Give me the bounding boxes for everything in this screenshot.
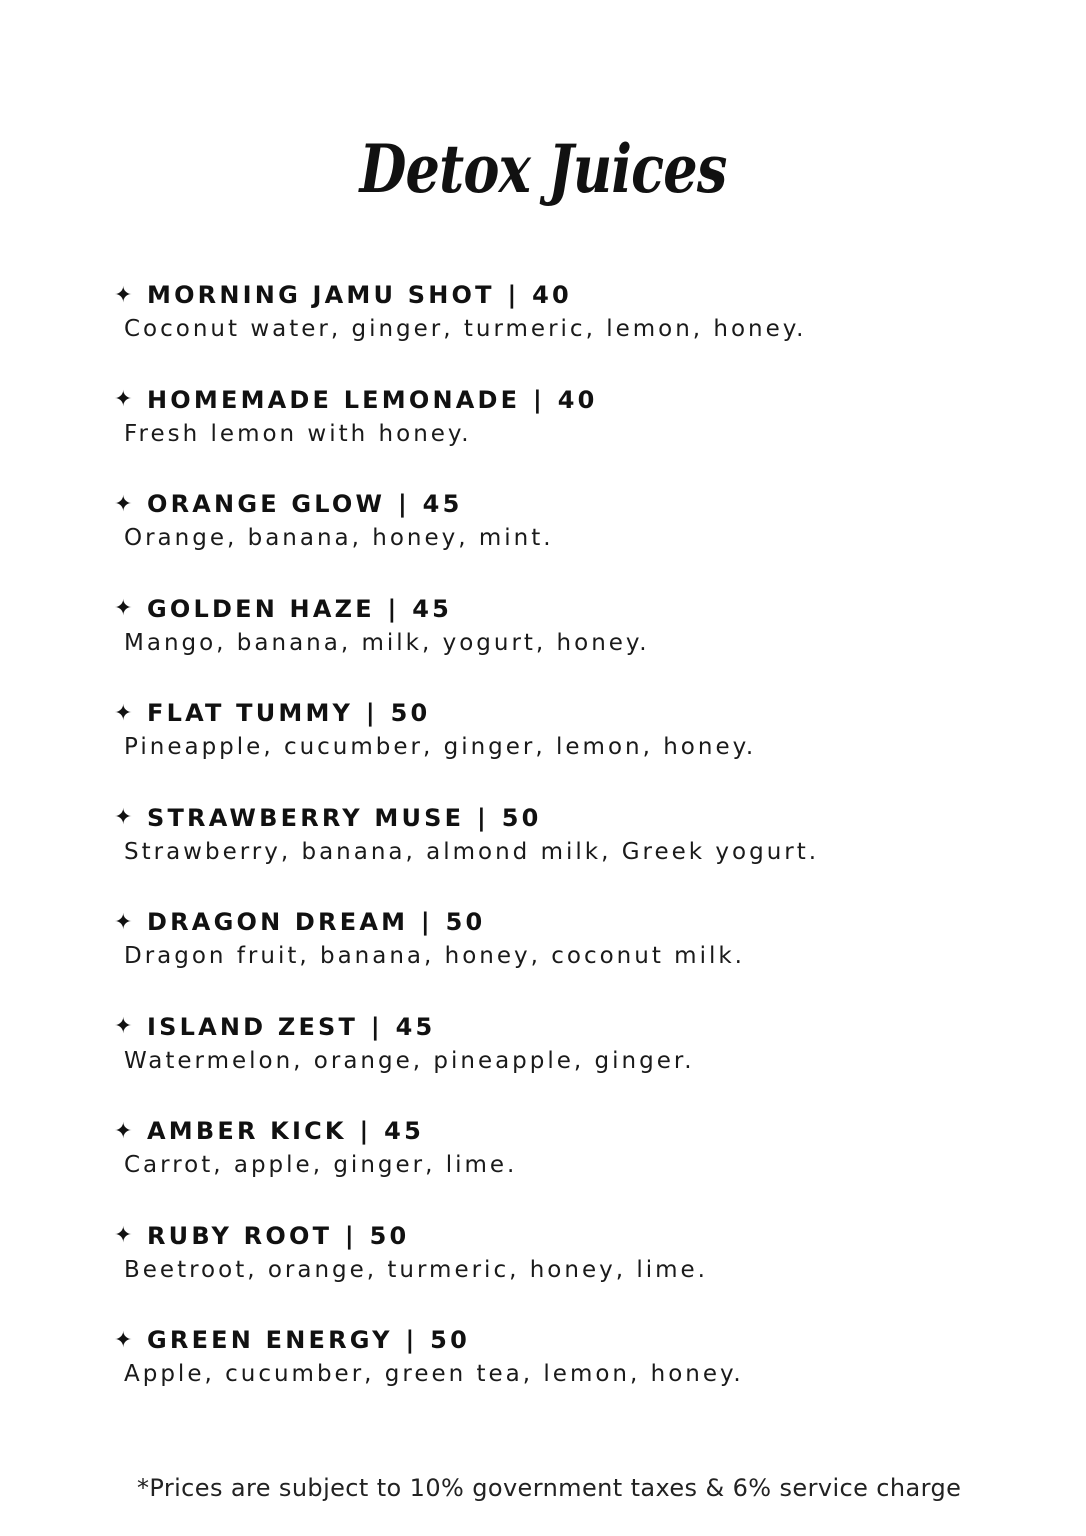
menu-item-header bbox=[114, 593, 994, 625]
menu-item bbox=[114, 1220, 994, 1325]
menu-item bbox=[114, 1324, 994, 1429]
menu-item bbox=[114, 1115, 994, 1220]
item-description: Strawberry, banana, almond milk, Greek yogurt. bbox=[124, 838, 820, 865]
sparkle-star-icon: ✦ bbox=[114, 700, 133, 726]
menu-item bbox=[114, 488, 994, 593]
item-price: 45 bbox=[395, 1012, 436, 1041]
menu-item-header bbox=[114, 906, 994, 938]
item-price: 50 bbox=[430, 1326, 470, 1354]
item-price: 45 bbox=[422, 490, 463, 518]
menu-item bbox=[114, 593, 994, 698]
price-separator: | bbox=[386, 490, 422, 518]
sparkle-star-icon: ✦ bbox=[114, 491, 133, 517]
menu-item bbox=[114, 697, 994, 802]
item-name: ISLAND ZEST bbox=[147, 1012, 359, 1041]
menu-item bbox=[114, 802, 994, 907]
item-name: STRAWBERRY MUSE bbox=[147, 803, 465, 832]
item-name: HOMEMADE LEMONADE bbox=[147, 385, 521, 414]
menu-item bbox=[114, 384, 994, 489]
sparkle-star-icon: ✦ bbox=[114, 1327, 133, 1353]
item-description: Watermelon, orange, pineapple, ginger. bbox=[124, 1047, 695, 1074]
item-price: 50 bbox=[445, 908, 486, 936]
price-separator: | bbox=[354, 699, 390, 727]
price-separator: | bbox=[393, 1326, 429, 1354]
price-separator: | bbox=[521, 385, 557, 414]
item-price: 40 bbox=[532, 281, 572, 309]
item-name: RUBY ROOT bbox=[147, 1221, 333, 1250]
sparkle-star-icon: ✦ bbox=[114, 1014, 133, 1039]
sparkle-star-icon: ✦ bbox=[114, 282, 133, 308]
menu-title: Detox Juices bbox=[359, 130, 727, 209]
item-price: 50 bbox=[369, 1221, 410, 1250]
price-separator: | bbox=[359, 1012, 395, 1041]
menu-item-header bbox=[114, 697, 994, 729]
item-price: 45 bbox=[412, 594, 453, 623]
sparkle-star-icon: ✦ bbox=[114, 1118, 133, 1144]
menu-item-header bbox=[114, 1220, 994, 1252]
item-price: 50 bbox=[390, 699, 431, 727]
menu-item-header bbox=[114, 1011, 994, 1043]
item-description: Coconut water, ginger, turmeric, lemon, honey. bbox=[124, 316, 807, 342]
item-description: Beetroot, orange, turmeric, honey, lime. bbox=[124, 1256, 708, 1283]
tax-footnote: *Prices are subject to 10% government taxes & 6% service charge bbox=[137, 1474, 962, 1502]
menu-item-header bbox=[114, 488, 994, 520]
price-separator: | bbox=[495, 281, 531, 309]
item-name: GREEN ENERGY bbox=[147, 1326, 393, 1354]
sparkle-star-icon: ✦ bbox=[114, 387, 133, 412]
item-price: 45 bbox=[384, 1117, 424, 1145]
menu-item-header bbox=[114, 1324, 994, 1356]
price-separator: | bbox=[409, 908, 445, 936]
price-separator: | bbox=[333, 1221, 369, 1250]
menu-item-header bbox=[114, 384, 994, 416]
juice-menu-list bbox=[114, 279, 994, 1429]
menu-item bbox=[114, 1011, 994, 1116]
price-separator: | bbox=[465, 803, 501, 832]
menu-item-header bbox=[114, 802, 994, 834]
sparkle-star-icon: ✦ bbox=[114, 909, 133, 935]
item-name: MORNING JAMU SHOT bbox=[147, 281, 495, 309]
item-description: Pineapple, cucumber, ginger, lemon, honey. bbox=[124, 734, 757, 760]
item-name: DRAGON DREAM bbox=[147, 908, 409, 936]
price-separator: | bbox=[347, 1117, 383, 1145]
item-price: 50 bbox=[501, 803, 542, 832]
item-description: Fresh lemon with honey. bbox=[124, 420, 472, 447]
item-description: Carrot, apple, ginger, lime. bbox=[124, 1152, 518, 1178]
sparkle-star-icon: ✦ bbox=[114, 1223, 133, 1248]
menu-item-header bbox=[114, 1115, 994, 1147]
item-price: 40 bbox=[557, 385, 598, 414]
item-name: GOLDEN HAZE bbox=[147, 594, 375, 623]
item-name: AMBER KICK bbox=[147, 1117, 347, 1145]
price-separator: | bbox=[376, 594, 412, 623]
item-description: Apple, cucumber, green tea, lemon, honey. bbox=[124, 1361, 744, 1387]
item-description: Mango, banana, milk, yogurt, honey. bbox=[124, 629, 650, 656]
item-description: Orange, banana, honey, mint. bbox=[124, 525, 554, 551]
menu-item bbox=[114, 279, 994, 384]
item-name: ORANGE GLOW bbox=[147, 490, 386, 518]
item-name: FLAT TUMMY bbox=[147, 699, 354, 727]
menu-item-header bbox=[114, 279, 994, 311]
sparkle-star-icon: ✦ bbox=[114, 596, 133, 621]
menu-item bbox=[114, 906, 994, 1011]
item-description: Dragon fruit, banana, honey, coconut milk. bbox=[124, 943, 745, 969]
sparkle-star-icon: ✦ bbox=[114, 805, 133, 830]
